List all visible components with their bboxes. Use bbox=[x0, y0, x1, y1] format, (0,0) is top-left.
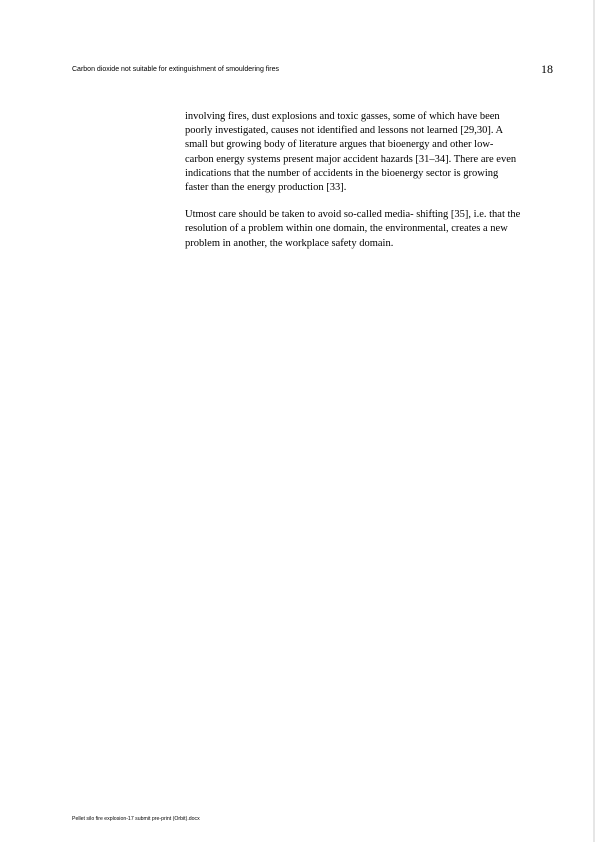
paragraph-2-line: Utmost care should be taken to avoid so-called media- shifting [35], i.e. that the bbox=[185, 209, 521, 221]
paragraph-1-line: poorly investigated, causes not identified and lessons not learned [29,30]. A bbox=[185, 125, 504, 137]
paragraph-1-line: faster than the energy production [33]. bbox=[185, 182, 347, 194]
paragraph-1-line: small but growing body of literature argues that bioenergy and other low- bbox=[185, 139, 494, 151]
paragraph-spacer bbox=[185, 195, 555, 208]
paragraph-1-line: involving fires, dust explosions and toxic gasses, some of which have been bbox=[185, 111, 500, 122]
paragraph-1-line: carbon energy systems present major accident hazards [31–34]. There are even bbox=[185, 153, 517, 165]
footer-file-name: Pellet silo fire explosion-17 submit pre-print (Orbit).docx bbox=[72, 816, 200, 822]
body-text bbox=[185, 110, 555, 251]
running-header-title: Carbon dioxide not suitable for extinguishment of smouldering fires bbox=[72, 66, 280, 73]
paragraph-2-line: problem in another, the workplace safety domain. bbox=[185, 237, 394, 249]
paragraph-2 bbox=[185, 208, 555, 251]
page-number: 18 bbox=[541, 62, 553, 76]
paragraph-1 bbox=[185, 110, 555, 195]
paragraph-1-line: indications that the number of accidents in the bioenergy sector is growing bbox=[185, 167, 499, 179]
paragraph-2-line: resolution of a problem within one domain, the environmental, creates a new bbox=[185, 223, 508, 235]
